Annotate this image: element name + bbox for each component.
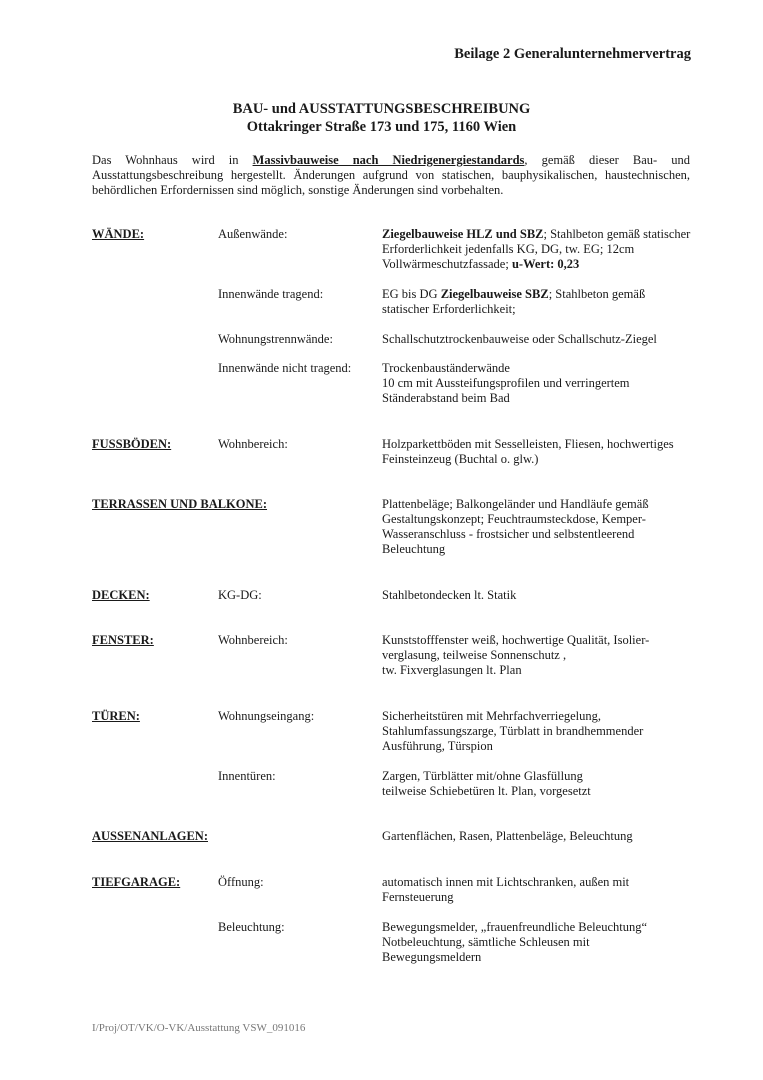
section-heading-fenster: FENSTER: [92, 633, 154, 647]
section-heading-waende: WÄNDE: [92, 227, 145, 241]
item-desc-innenwaende-tragend [382, 287, 692, 317]
item-desc-aussenanlagen: Gartenflächen, Rasen, Plattenbeläge, Beleuchtung [382, 829, 633, 843]
item-label-innentueren: Innentüren: [218, 769, 276, 783]
item-label-oeffnung: Öffnung: [218, 875, 264, 889]
item-label-kg-dg: KG-DG: [218, 588, 262, 602]
document-footer-path: I/Proj/OT/VK/O-VK/Ausstattung VSW_091016 [92, 1022, 306, 1034]
item-label-wohnbereich: Wohnbereich: [218, 633, 288, 647]
desc-text: EG bis DG [382, 287, 441, 301]
desc-line: tw. Fixverglasungen lt. Plan [382, 663, 522, 677]
desc-text: ; Stahlbeton gemäß statischer Erforderlichkeit; [382, 287, 646, 316]
intro-highlight: Massivbauweise nach Niedrigenergiestandards [252, 153, 525, 167]
item-label-aussenwaende: Außenwände: [218, 227, 288, 241]
item-label-wohnungseingang: Wohnungseingang: [218, 709, 315, 723]
item-label-innenwaende-tragend: Innenwände tragend: [218, 287, 324, 301]
item-label-wohnungstrennwaende: Wohnungstrennwände: [218, 332, 333, 346]
item-desc-wohnungstrennwaende: Schallschutztrockenbauweise oder Schallschutz-Ziegel [382, 332, 657, 346]
item-label-beleuchtung: Beleuchtung: [218, 920, 285, 934]
item-desc-fussboeden: Holzparkettböden mit Sesselleisten, Fliesen, hochwertiges Feinsteinzeug (Buchtal o. glw.) [382, 437, 674, 466]
desc-line: Zargen, Türblätter mit/ohne Glasfüllung [382, 769, 583, 783]
desc-bold-uwert: u-Wert: 0,23 [511, 257, 580, 271]
document-title: BAU- und AUSSTATTUNGSBESCHREIBUNG [232, 101, 531, 117]
desc-text: ; Stahlbeton gemäß statischer Erforderlichkeit jedenfalls KG, DG, tw. EG; 12cm Vollwärmeschutzfassade; [382, 227, 691, 271]
item-label-wohnbereich: Wohnbereich: [218, 437, 288, 451]
item-desc-innentueren [382, 769, 692, 799]
item-desc-terrassen: Plattenbeläge; Balkongeländer und Handläufe gemäß Gestaltungskonzept; Feuchtraumsteckdose, Kemper-Wasseranschluss - frostsicher und selbstentleerend Beleuchtung [382, 497, 649, 556]
item-label-innenwaende-nicht-tragend: Innenwände nicht tragend: [218, 361, 352, 375]
section-heading-tiefgarage: TIEFGARAGE: [92, 875, 181, 889]
intro-text-end: , gemäß dieser Bau- und Ausstattungsbeschreibung hergestellt. Änderungen aufgrund von statischen, bauphysikalischen, haustechnischen, behördlichen Erfordernissen sind möglich, sonstige Änderungen sind vorbehalten. [92, 153, 690, 197]
desc-line: Kunststofffenster weiß, hochwertige Qualität, Isolier-verglasung, teilweise Sonnenschutz , [382, 633, 650, 662]
item-desc-beleuchtung [382, 920, 692, 965]
item-desc-aussenwaende [382, 227, 692, 272]
desc-line: Bewegungsmelder, „frauenfreundliche Beleuchtung“ [382, 920, 648, 934]
desc-bold-ziegelbauweise: Ziegelbauweise HLZ und SBZ [382, 227, 544, 241]
desc-line: Trockenbauständerwände [382, 361, 510, 375]
intro-text-start: Das Wohnhaus wird in [92, 153, 253, 167]
item-desc-decken: Stahlbetondecken lt. Statik [382, 588, 517, 602]
item-desc-wohnungseingang: Sicherheitstüren mit Mehrfachverriegelung, Stahlumfassungszarge, Türblatt in brandhemmender Ausführung, Türspion [382, 709, 644, 753]
section-heading-aussenanlagen: AUSSENANLAGEN: [92, 829, 208, 843]
document-subtitle-address: Ottakringer Straße 173 und 175, 1160 Wien [246, 119, 517, 135]
desc-bold-ziegelbauweise-sbz: Ziegelbauweise SBZ [440, 287, 549, 301]
section-heading-terrassen: TERRASSEN UND BALKONE: [92, 497, 268, 511]
item-desc-innenwaende-nicht-tragend [382, 361, 692, 406]
intro-paragraph [92, 153, 690, 198]
item-desc-oeffnung: automatisch innen mit Lichtschranken, außen mit Fernsteuerung [382, 875, 630, 904]
section-heading-fussboeden: FUSSBÖDEN: [92, 437, 172, 451]
item-desc-fenster [382, 633, 692, 678]
document-header: Beilage 2 Generalunternehmervertrag [454, 46, 691, 62]
section-heading-decken: DECKEN: [92, 588, 150, 602]
desc-line: 10 cm mit Aussteifungsprofilen und verringertem Ständerabstand beim Bad [382, 376, 630, 405]
desc-line: teilweise Schiebetüren lt. Plan, vorgesetzt [382, 784, 591, 798]
section-heading-tueren: TÜREN: [92, 709, 140, 723]
document-title-block [0, 100, 763, 136]
desc-line: Notbeleuchtung, sämtliche Schleusen mit Bewegungsmeldern [382, 935, 590, 964]
